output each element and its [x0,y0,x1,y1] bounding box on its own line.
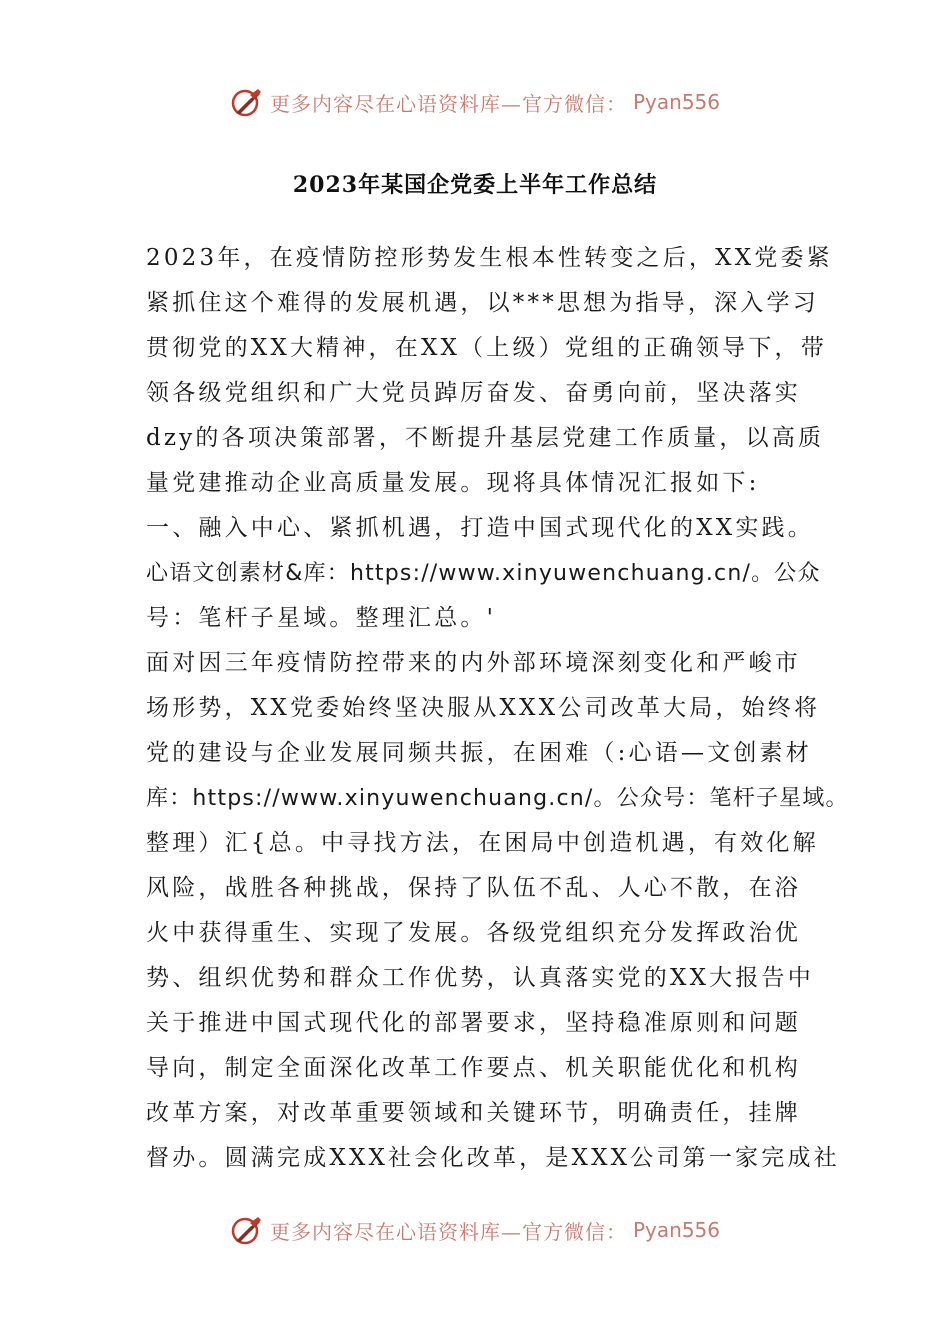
body-line: 整理）汇{总。中寻找方法，在困局中创造机遇，有效化解 [146,830,819,856]
watermark-text: 更多内容尽在心语资料库—官方微信： [269,91,627,116]
watermark-account: Pyan556 [632,1218,720,1242]
body-line: 导向，制定全面深化改革工作要点、机关职能优化和机构 [146,1055,801,1081]
footer-watermark [0,1210,950,1250]
body-line: 改革方案，对改革重要领域和关键环节，明确责任，挂牌 [146,1100,801,1126]
header-watermark [0,82,950,122]
body-line: 关于推进中国式现代化的部署要求，坚持稳准原则和问题 [146,1010,801,1036]
body-line: 库：https://www.xinyuwenchuang.cn/。公众号：笔杆子星域。 [146,786,849,811]
body-line: 2023年，在疫情防控形势发生根本性转变之后，XX党委紧 [146,245,833,271]
body-line: 场形势，XX党委始终坚决服从XXX公司改革大局，始终将 [146,695,821,721]
body-line: 党的建设与企业发展同频共振，在困难（:心语—文创素材 [146,740,812,766]
watermark-text: 更多内容尽在心语资料库—官方微信： [269,1219,627,1244]
watermark-account: Pyan556 [632,90,720,114]
section-heading: 一、融入中心、紧抓机遇，打造中国式现代化的XX实践。 [146,515,814,541]
body-line: 督办。圆满完成XXX社会化改革，是XXX公司第一家完成社 [146,1145,840,1171]
body-line: 量党建推动企业高质量发展。现将具体情况汇报如下: [146,470,760,496]
body-line: 面对因三年疫情防控带来的内外部环境深刻变化和严峻市 [146,650,801,676]
body-line: 贯彻党的XX大精神，在XX（上级）党组的正确领导下，带 [146,335,827,361]
feather-pen-circle-icon [230,85,264,119]
body-line: dzy的各项决策部署，不断提升基层党建工作质量，以高质 [146,425,825,451]
body-line: 紧抓住这个难得的发展机遇，以***思想为指导，深入学习 [146,290,819,316]
body-line: 心语文创素材&库：https://www.xinyuwenchuang.cn/。公众 [146,561,821,586]
document-title: 2023年某国企党委上半年工作总结 [292,172,658,198]
body-line: 势、组织优势和群众工作优势，认真落实党的XX大报告中 [146,965,814,991]
feather-pen-circle-icon [230,1213,264,1247]
body-line: 领各级党组织和广大党员踔厉奋发、奋勇向前，坚决落实 [146,380,801,406]
document-body [146,236,849,1181]
body-line: 号：笔杆子星域。整理汇总。' [146,605,497,631]
body-line: 火中获得重生、实现了发展。各级党组织充分发挥政治优 [146,920,801,946]
body-line: 风险，战胜各种挑战，保持了队伍不乱、人心不散，在浴 [146,875,801,901]
